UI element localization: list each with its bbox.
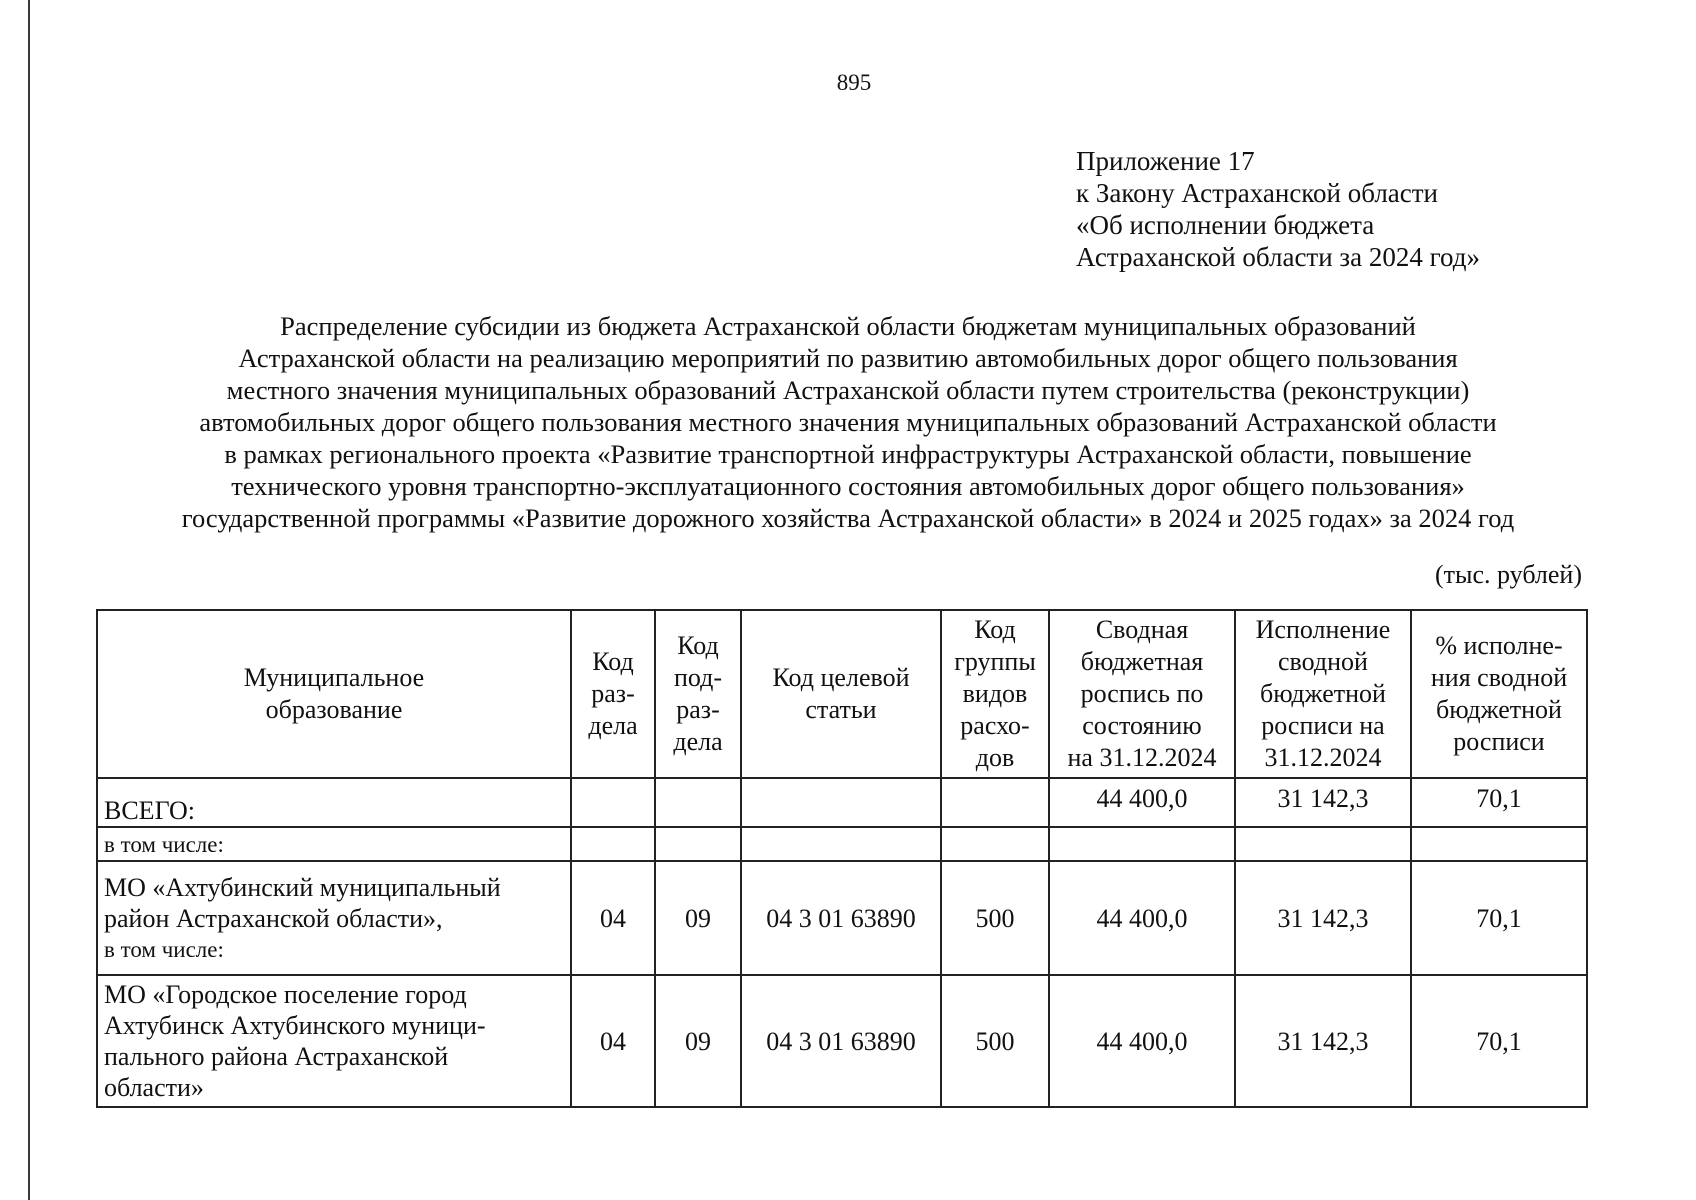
empty-cell [941,827,1049,861]
empty-cell [1235,827,1411,861]
empty-cell [571,778,655,827]
header-target-code: Код целевой статьи [741,610,941,778]
section-code: 04 [571,861,655,975]
including-label: в том числе: [97,827,571,861]
header-percent: % исполне- ния сводной бюджетной росписи [1411,610,1587,778]
page-number: 895 [836,70,872,95]
title-line: технического уровня транспортно-эксплуатационного состояния автомобильных дорог общего пользования» [231,471,1465,501]
appendix-note [1076,145,1636,273]
target-code: 04 3 01 63890 [741,861,941,975]
empty-cell [655,778,741,827]
header-municipality: Муниципальное образование [97,610,571,778]
appendix-line: Приложение 17 [1076,146,1255,176]
header-subsection-code: Код под- раз- дела [655,610,741,778]
empty-cell [571,827,655,861]
subsection-code: 09 [655,861,741,975]
title-line: Астраханской области на реализацию мероприятий по развитию автомобильных дорог общего пользования [238,343,1458,373]
table-row [97,975,1587,1107]
empty-cell [941,778,1049,827]
empty-cell [655,827,741,861]
budget-plan-value: 44 400,0 [1049,975,1235,1107]
table-row [97,861,1587,975]
municipality-name: МО «Ахтубинский муниципальный район Астраханской области», в том числе: [97,861,571,975]
header-section-code: Код раз- дела [571,610,655,778]
total-label: ВСЕГО: [97,778,571,827]
appendix-line: «Об исполнении бюджета [1076,210,1375,240]
title-line: местного значения муниципальных образований Астраханской области путем строительства (реконструкции) [226,375,1470,405]
expense-group-code: 500 [941,861,1049,975]
empty-cell [1411,827,1587,861]
target-code: 04 3 01 63890 [741,975,941,1107]
title-line: государственной программы «Развитие дорожного хозяйства Астраханской области» в 2024 и 2025 годах» за 2024 год [181,503,1515,533]
execution-value: 31 142,3 [1235,861,1411,975]
budget-plan-value: 44 400,0 [1049,861,1235,975]
execution-value: 31 142,3 [1235,975,1411,1107]
subsidy-table [96,609,1588,1108]
appendix-line: к Закону Астраханской области [1076,178,1439,208]
section-code: 04 [571,975,655,1107]
total-percent: 70,1 [1411,778,1587,827]
table-header-row [97,610,1587,778]
appendix-line: Астраханской области за 2024 год» [1076,242,1480,272]
percent-value: 70,1 [1411,975,1587,1107]
title-line: Распределение субсидии из бюджета Астраханской области бюджетам муниципальных образований [280,311,1416,341]
header-expense-group-code: Код группы видов расхо- дов [941,610,1049,778]
total-budget-plan: 44 400,0 [1049,778,1235,827]
title-line: автомобильных дорог общего пользования местного значения муниципальных образований Астраханской области [199,407,1497,437]
left-margin-line [28,0,30,1200]
empty-cell [741,778,941,827]
title-line: в рамках регионального проекта «Развитие транспортной инфраструктуры Астраханской области, повышение [224,439,1472,469]
empty-cell [741,827,941,861]
total-execution: 31 142,3 [1235,778,1411,827]
empty-cell [1049,827,1235,861]
expense-group-code: 500 [941,975,1049,1107]
table-row-including [97,827,1587,861]
header-execution: Исполнение сводной бюджетной росписи на 31.12.2024 [1235,610,1411,778]
percent-value: 70,1 [1411,861,1587,975]
units-note: (тыс. рублей) [1434,560,1582,589]
document-title [80,310,1616,534]
header-budget-plan: Сводная бюджетная роспись по состоянию на 31.12.2024 [1049,610,1235,778]
municipality-name: МО «Городское поселение город Ахтубинск Ахтубинского муници- пального района Астраханской области» [97,975,571,1107]
table-row-total [97,778,1587,827]
subsection-code: 09 [655,975,741,1107]
